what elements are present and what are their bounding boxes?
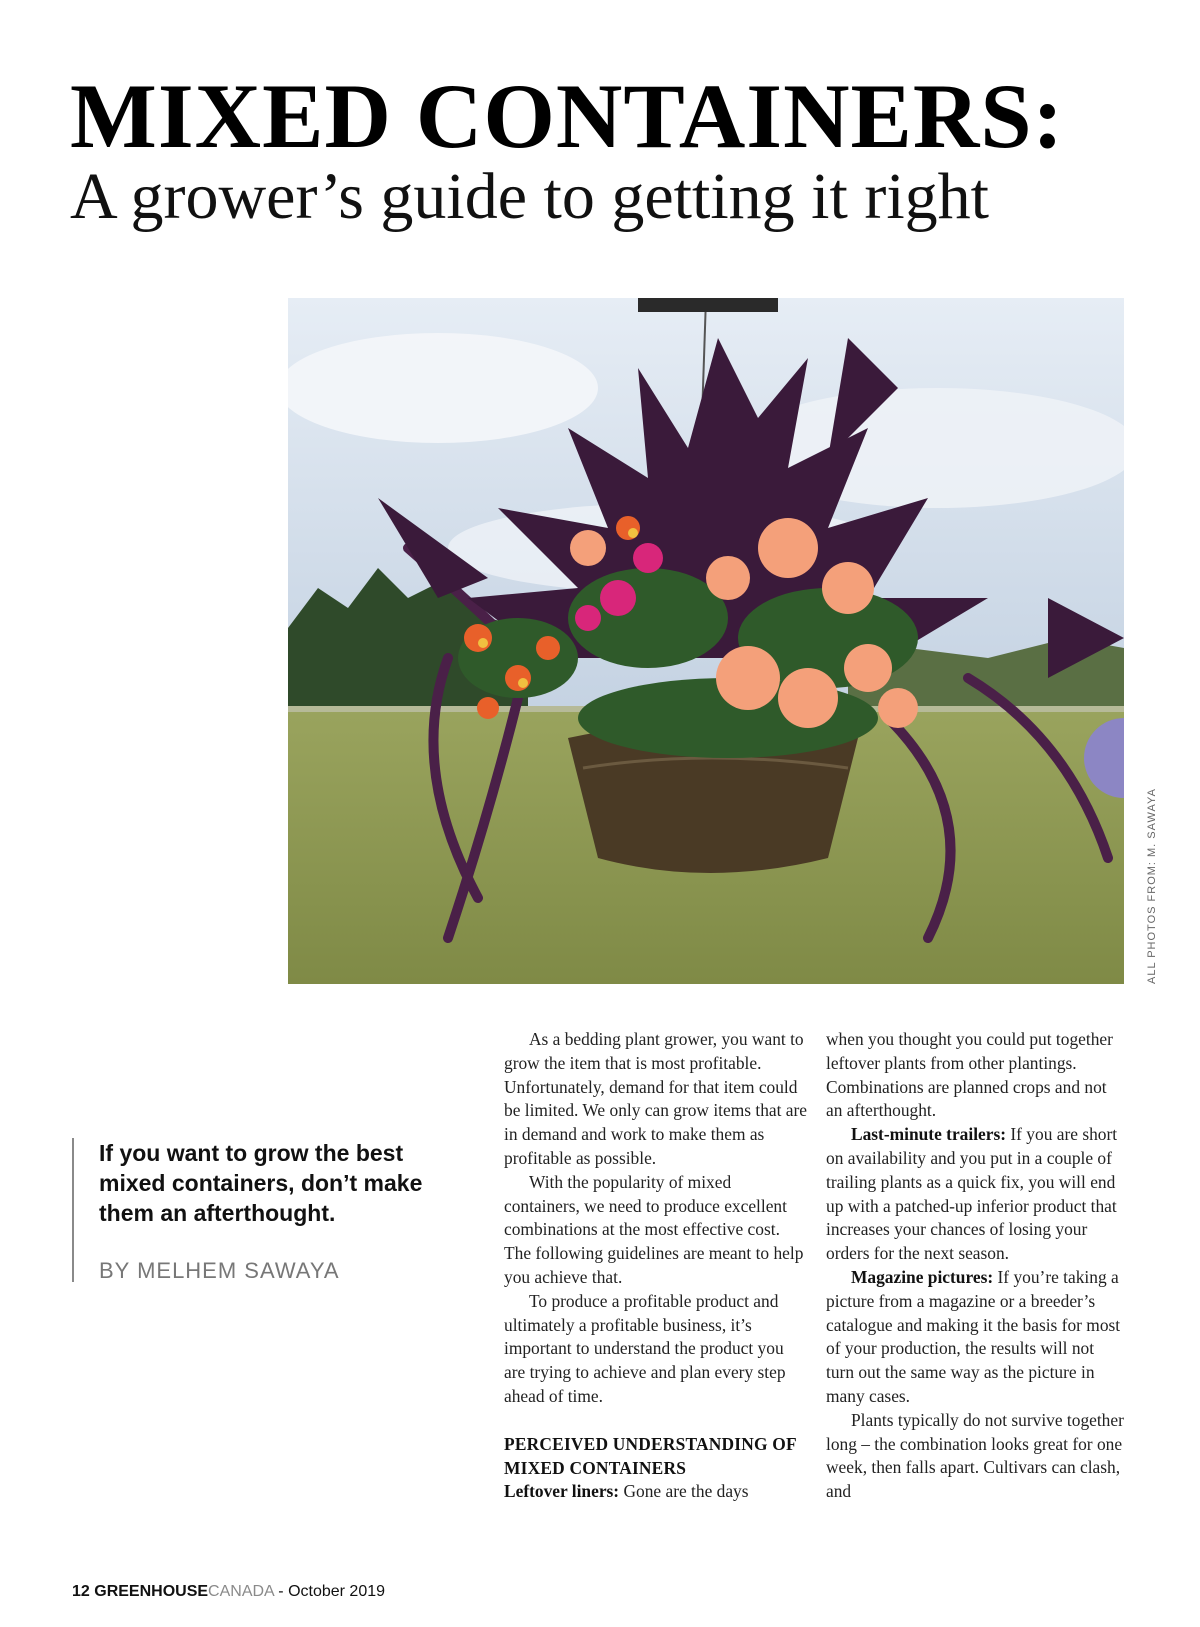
paragraph: To produce a profitable product and ultimately a profitable business, it’s important to understand the product you are trying to achieve and plan every step ahead of time. <box>504 1290 786 1406</box>
article-title: MIXED CONTAINERS: <box>70 65 1065 167</box>
paragraph: As a bedding plant grower, you want to grow the item that is most profitable. Unfortunately, demand for that item could be limited. We only can grow items that are in demand and work to make them as profitable as possible. <box>504 1029 808 1168</box>
article-deck <box>72 1138 459 1282</box>
paragraph <box>826 1266 1126 1409</box>
issue-date: - October 2019 <box>278 1583 386 1600</box>
run-in-heading: Magazine pictures: <box>851 1266 994 1287</box>
paragraph <box>826 1123 1126 1266</box>
paragraph <box>504 1480 809 1504</box>
deck-text: If you want to grow the best mixed containers, don’t make them an afterthought. <box>99 1140 423 1226</box>
paragraph: Plants typically do not survive together long – the combination looks great for one week, then falls apart. Cultivars can clash, and <box>826 1409 1124 1502</box>
magazine-name-suffix: CANADA <box>208 1583 274 1600</box>
paragraph-text: If you’re taking a picture from a magazine or a breeder’s catalogue and making it the basis for most of your production, the results will not turn out the same way as the picture in many cases. <box>826 1266 1121 1406</box>
hanging-basket-photo <box>288 298 1124 984</box>
paragraph: when you thought you could put together leftover plants from other plantings. Combinations are planned crops and not an afterthought. <box>826 1029 1113 1121</box>
body-column-2 <box>826 1028 1126 1504</box>
paragraph: With the popularity of mixed containers, we need to produce excellent combinations at the most effective cost. The following guidelines are meant to help you achieve that. <box>504 1171 804 1287</box>
run-in-heading: Last-minute trailers: <box>851 1124 1007 1145</box>
body-column-1 <box>504 1028 809 1504</box>
page-number: 12 <box>72 1583 90 1600</box>
page-footer <box>72 1583 385 1601</box>
photo-credit: ALL PHOTOS FROM: M. SAWAYA <box>1146 788 1158 984</box>
article-subtitle: A grower’s guide to getting it right <box>70 160 990 233</box>
section-heading: PERCEIVED UNDERSTANDING OF MIXED CONTAINERS <box>504 1433 797 1478</box>
paragraph-text: If you are short on availability and you put in a couple of trailing plants as a quick fix, you will end up with a patched-up inferior product that increases your chances of losing your orders for the next season. <box>826 1124 1118 1264</box>
run-in-heading: Leftover liners: <box>504 1481 620 1502</box>
magazine-name: GREENHOUSE <box>94 1583 209 1600</box>
paragraph-text: Gone are the days <box>619 1481 749 1502</box>
byline: BY MELHEM SAWAYA <box>99 1258 340 1283</box>
hanging-basket-icon <box>288 298 1124 984</box>
